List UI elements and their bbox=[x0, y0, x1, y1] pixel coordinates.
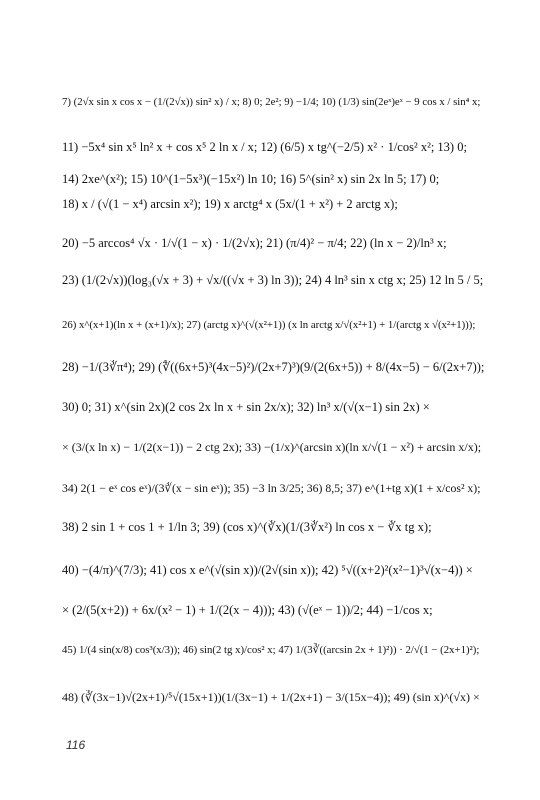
answer-line: 28) −1/(3∛π⁴); 29) (∜((6x+5)³(4x−5)²)/(2x+7)³)(9/(2(6x+5)) + 8/(4x−5) − 6/(2x+7)); bbox=[62, 360, 484, 374]
answer-line: 7) (2√x sin x cos x − (1/(2√x)) sin² x) / x; 8) 0; 2e²; 9) −1/4; 10) (1/3) sin(2eˣ)eˣ − 9 cos x / sin⁴ x; bbox=[62, 96, 481, 108]
answer-line: 14) 2xe^(x²); 15) 10^(1−5x³)(−15x²) ln 10; 16) 5^(sin² x) sin 2x ln 5; 17) 0; bbox=[62, 172, 440, 186]
answer-line: × (3/(x ln x) − 1/(2(x−1)) − 2 ctg 2x); 33) −(1/x)^(arcsin x)(ln x/√(1 − x²) + arcsin x/x); bbox=[62, 440, 482, 454]
answer-line: 23) (1/(2√x))(log₃(√x + 3) + √x/((√x + 3) ln 3)); 24) 4 ln³ sin x ctg x; 25) 12 ln 5 / 5; bbox=[62, 273, 484, 287]
answer-line: 11) −5x⁴ sin x⁵ ln² x + cos x⁵ 2 ln x / x; 12) (6/5) x tg^(−2/5) x² · 1/cos² x²; 13) 0; bbox=[62, 140, 467, 154]
answer-line: 34) 2(1 − eˣ cos eˣ)/(3∛(x − sin eˣ)); 35) −3 ln 3/25; 36) 8,5; 37) e^(1+tg x)(1 + x/cos² x); bbox=[62, 482, 481, 495]
answer-line: 45) 1/(4 sin(x/8) cos³(x/3)); 46) sin(2 tg x)/cos² x; 47) 1/(3∛((arcsin 2x + 1)²)) · 2/√(1 − (2x+1)²); bbox=[62, 644, 480, 656]
answer-line: × (2/(5(x+2)) + 6x/(x² − 1) + 1/(2(x − 4))); 43) (√(eˣ − 1))/2; 44) −1/cos x; bbox=[62, 603, 433, 617]
answer-line: 20) −5 arccos⁴ √x · 1/√(1 − x) · 1/(2√x); 21) (π/4)² − π/4; 22) (ln x − 2)/ln³ x; bbox=[62, 236, 447, 250]
answer-line: 48) (∛(3x−1)√(2x+1)/⁵√(15x+1))(1/(3x−1) + 1/(2x+1) − 3/(15x−4)); 49) (sin x)^(√x) × bbox=[62, 690, 480, 704]
answer-line: 26) x^(x+1)(ln x + (x+1)/x); 27) (arctg x)^(√(x²+1)) (x ln arctg x/√(x²+1) + 1/(arctg x √(x²+1))); bbox=[62, 319, 476, 331]
page-number: 116 bbox=[66, 738, 86, 752]
answer-line: 30) 0; 31) x^(sin 2x)(2 cos 2x ln x + sin 2x/x); 32) ln³ x/(√(x−1) sin 2x) × bbox=[62, 400, 430, 414]
answer-line: 38) 2 sin 1 + cos 1 + 1/ln 3; 39) (cos x)^(∛x)(1/(3∛x²) ln cos x − ∛x tg x); bbox=[62, 520, 432, 534]
answer-line: 18) x / (√(1 − x⁴) arcsin x²); 19) x arctg⁴ x (5x/(1 + x²) + 2 arctg x); bbox=[62, 197, 398, 211]
answer-line: 40) −(4/π)^(7/3); 41) cos x e^(√(sin x))/(2√(sin x)); 42) ⁵√((x+2)²(x²−1)³√(x−4)) × bbox=[62, 563, 473, 577]
